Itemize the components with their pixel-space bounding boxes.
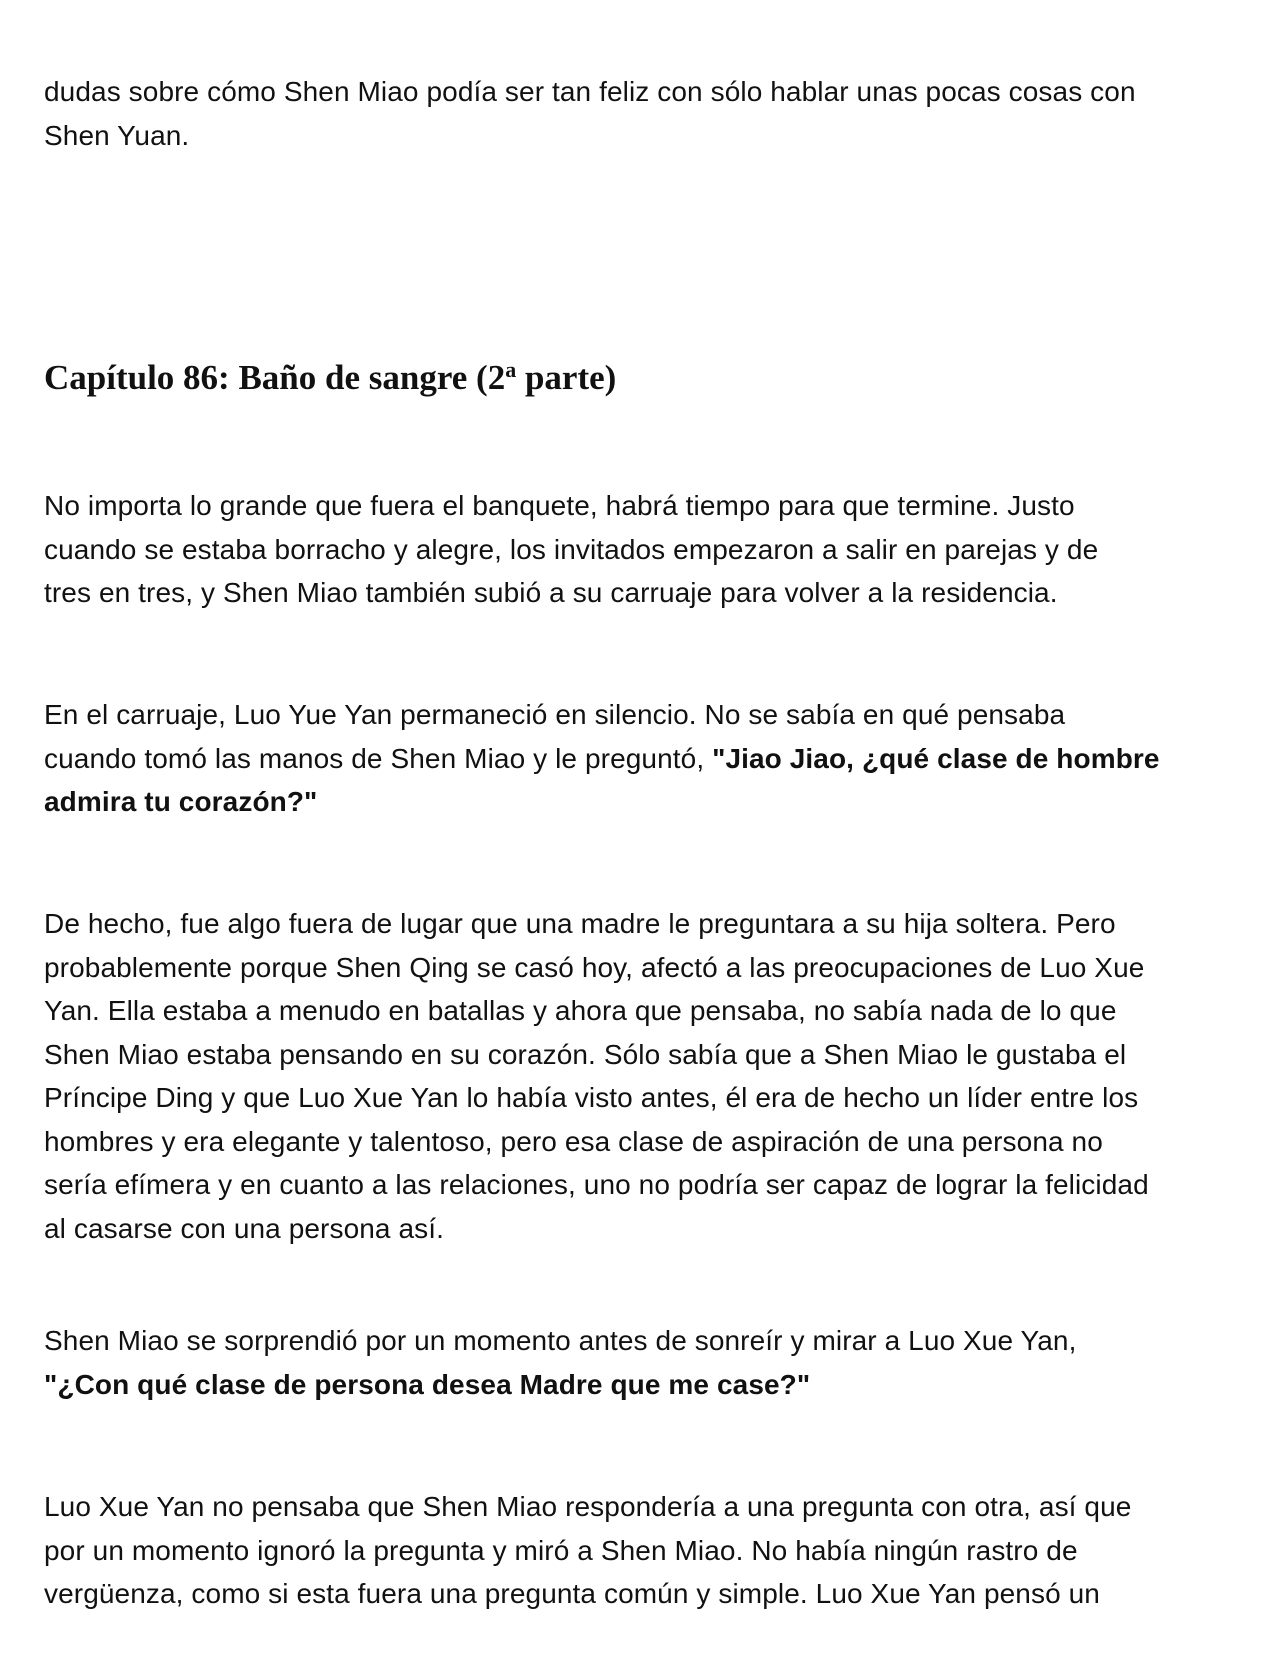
- text-line: [44, 780, 1160, 824]
- text-line: hombres y era elegante y talentoso, pero esa clase de aspiración de una persona no: [44, 1125, 1103, 1157]
- text-line: dudas sobre cómo Shen Miao podía ser tan feliz con sólo hablar unas pocas cosas con: [44, 76, 1136, 107]
- text-line: Shen Yuan.: [44, 119, 190, 151]
- text-line: Luo Xue Yan no pensaba que Shen Miao respondería a una pregunta con otra, así que: [44, 1491, 1132, 1522]
- text-line: por un momento ignoró la pregunta y miró a Shen Miao. No había ningún rastro de: [44, 1534, 1078, 1566]
- text-line: No importa lo grande que fuera el banquete, habrá tiempo para que termine. Justo: [44, 490, 1075, 521]
- paragraph-mother-thoughts: [44, 902, 1149, 1250]
- text-line: Shen Miao se sorprendió por un momento antes de sonreír y mirar a Luo Xue Yan,: [44, 1325, 1077, 1356]
- text-line: tres en tres, y Shen Miao también subió a su carruaje para volver a la residencia.: [44, 577, 1058, 608]
- text-line: probablemente porque Shen Qing se casó hoy, afectó a las preocupaciones de Luo Xue: [44, 951, 1145, 983]
- text-line: sería efímera y en cuanto a las relaciones, uno no podría ser capaz de lograr la felicidad: [44, 1169, 1149, 1200]
- paragraph-reply: [44, 1319, 1076, 1406]
- chapter-title: [44, 356, 616, 400]
- text-line: cuando se estaba borracho y alegre, los invitados empezaron a salir en parejas y de: [44, 533, 1099, 565]
- paragraph-intro: [44, 70, 1136, 157]
- dialogue-bold: admira tu corazón?": [44, 786, 318, 817]
- chapter-title-end: parte): [516, 358, 617, 397]
- dialogue-bold: "Jiao Jiao, ¿qué clase de hombre: [712, 742, 1160, 774]
- text-line: Príncipe Ding y que Luo Xue Yan lo había visto antes, él era de hecho un líder entre los: [44, 1082, 1139, 1113]
- paragraph-carriage: [44, 693, 1160, 824]
- chapter-title-main: Capítulo 86: Baño de sangre (2: [44, 358, 506, 397]
- dialogue-bold: "¿Con qué clase de persona desea Madre que me case?": [44, 1368, 811, 1400]
- text-line: En el carruaje, Luo Yue Yan permaneció en silencio. No se sabía en qué pensaba: [44, 699, 1066, 730]
- text-line: [44, 737, 1160, 781]
- text-line: [44, 1363, 1076, 1407]
- text-line: al casarse con una persona así.: [44, 1212, 445, 1244]
- text-line: Yan. Ella estaba a menudo en batallas y ahora que pensaba, no sabía nada de lo que: [44, 995, 1117, 1026]
- text-line: De hecho, fue algo fuera de lugar que una madre le preguntara a su hija soltera. Pero: [44, 908, 1116, 939]
- text-line: vergüenza, como si esta fuera una pregunta común y simple. Luo Xue Yan pensó un: [44, 1578, 1100, 1609]
- text-line: Shen Miao estaba pensando en su corazón. Sólo sabía que a Shen Miao le gustaba el: [44, 1038, 1127, 1070]
- paragraph-banquet: [44, 484, 1098, 615]
- chapter-title-ordinal: a: [505, 357, 517, 382]
- text-plain: cuando tomó las manos de Shen Miao y le preguntó,: [44, 742, 713, 774]
- paragraph-reaction: [44, 1485, 1131, 1616]
